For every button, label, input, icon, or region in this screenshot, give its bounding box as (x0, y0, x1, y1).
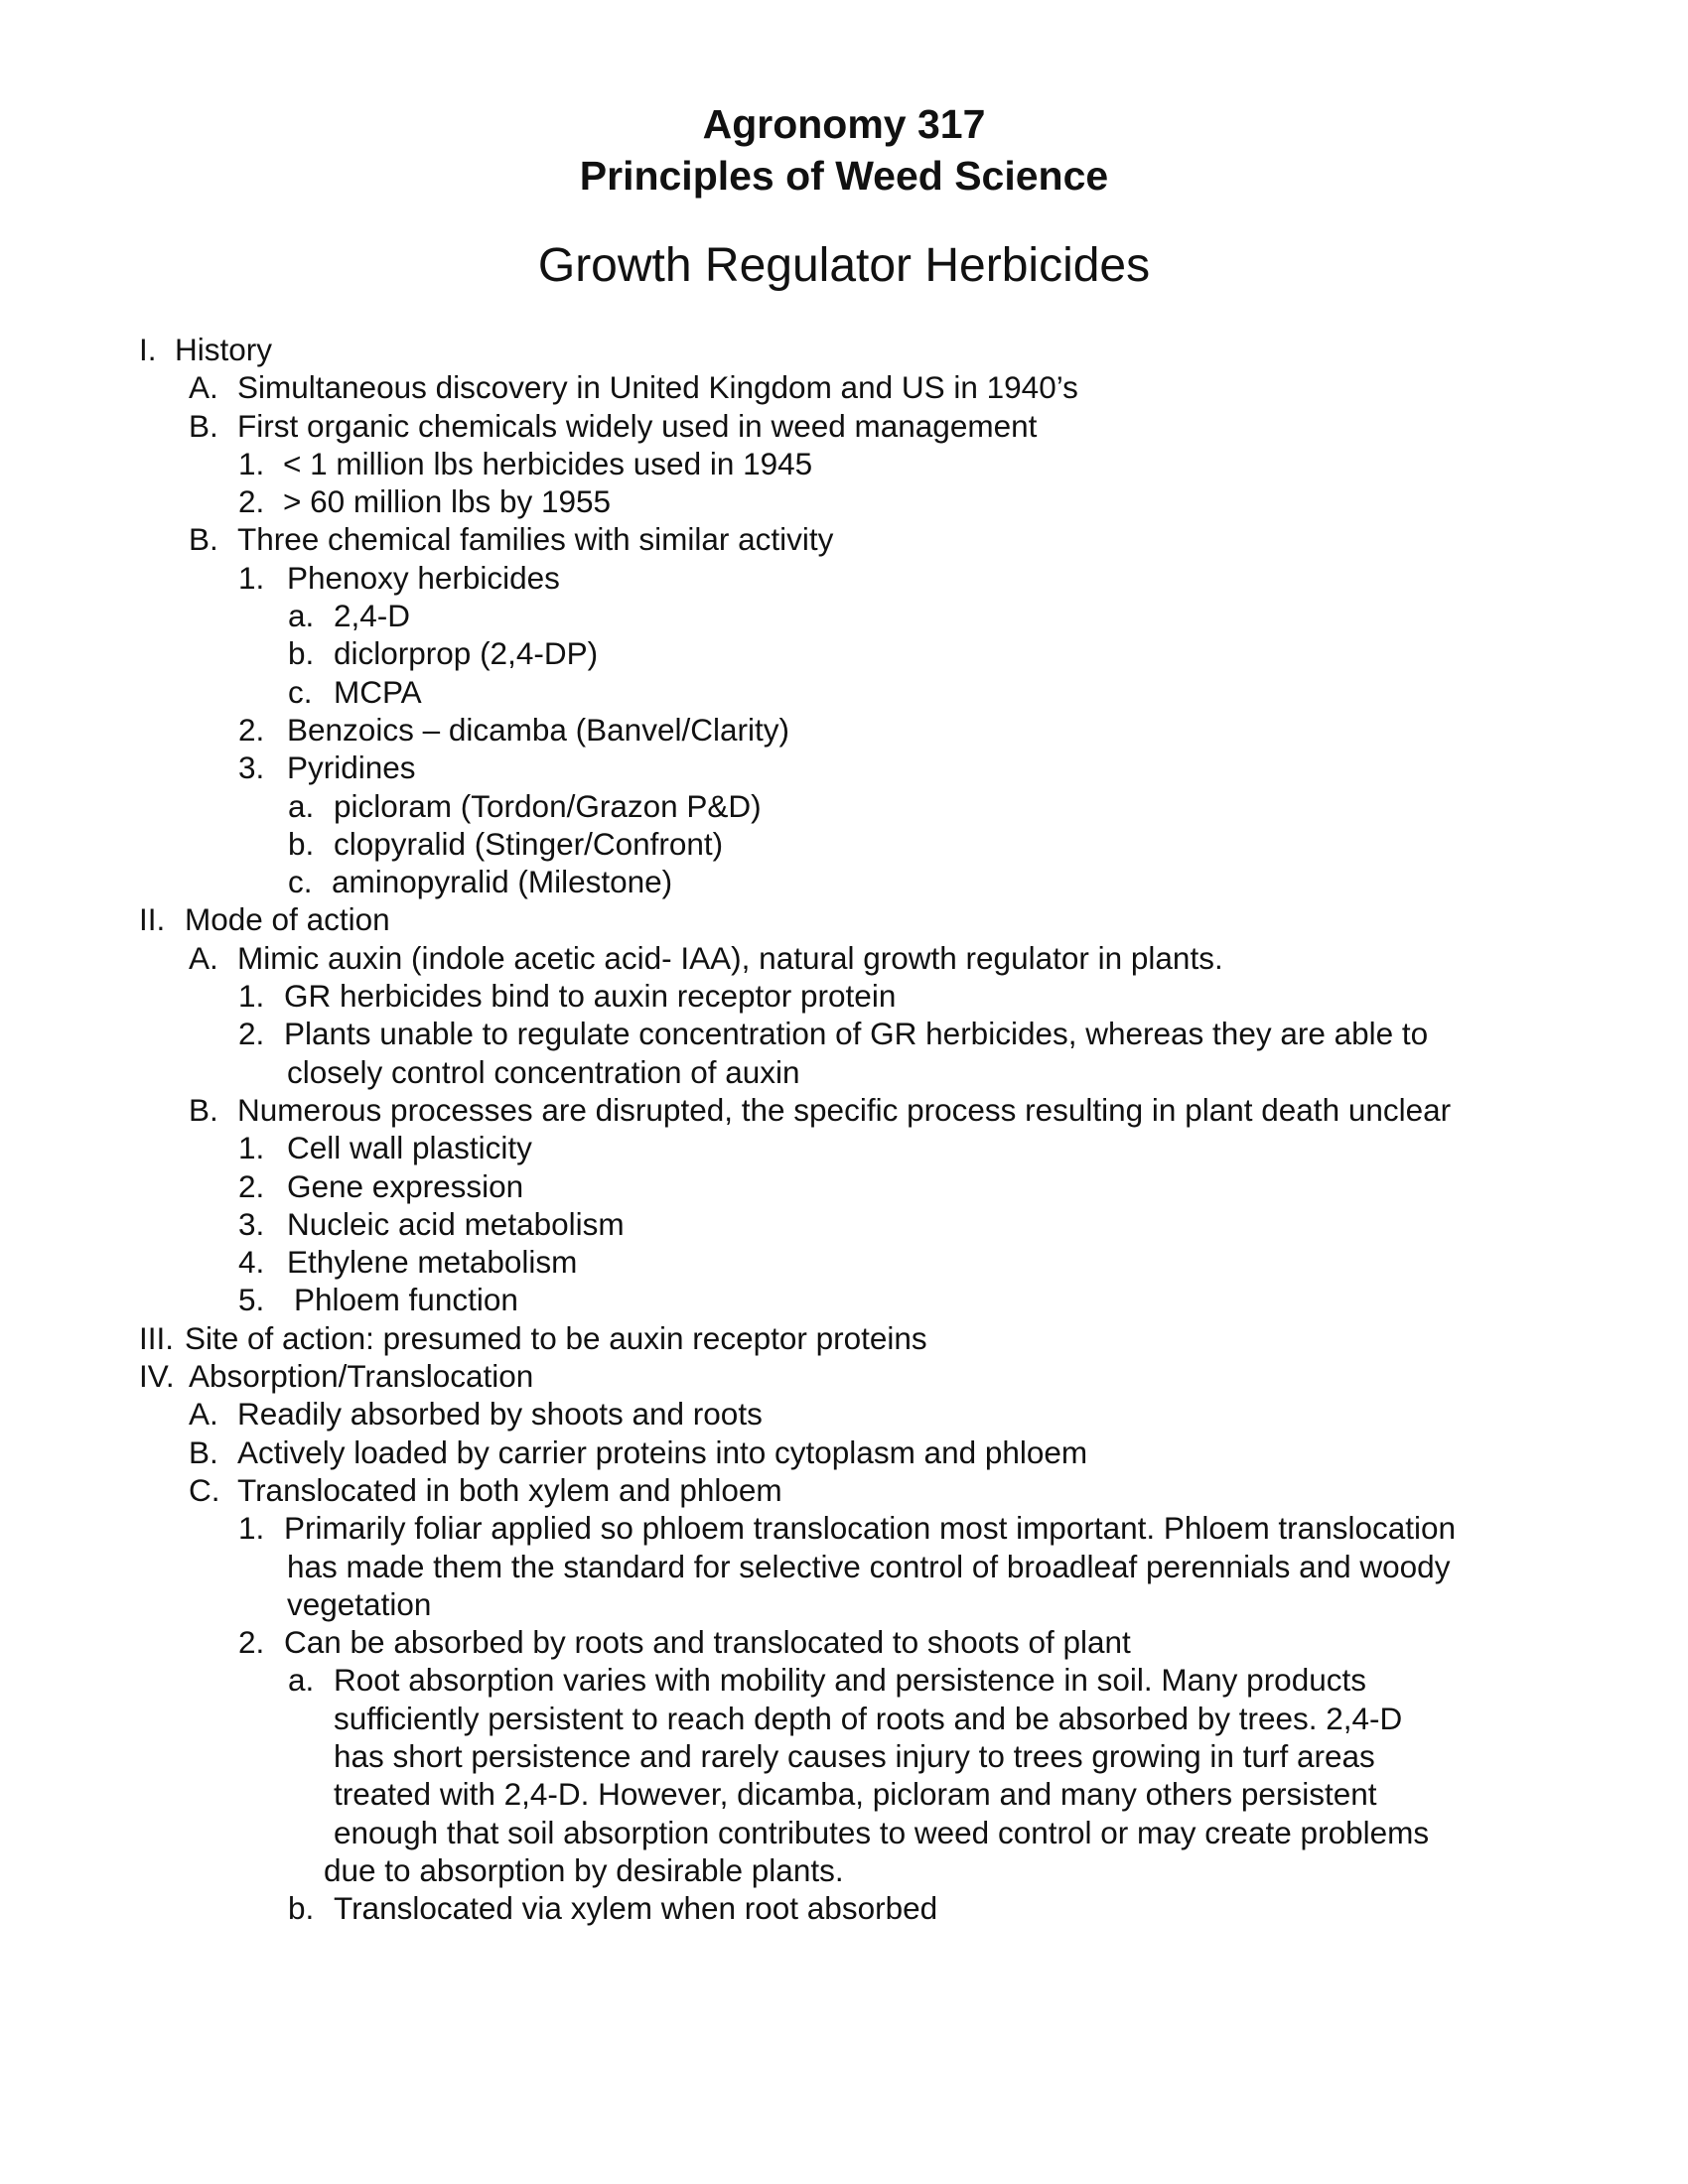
outline-line (0, 900, 1688, 938)
outline-marker: c. (288, 864, 313, 900)
outline-text: Absorption/Translocation (189, 1358, 534, 1395)
outline-line (0, 1661, 1688, 1699)
outline-text: Ethylene metabolism (287, 1244, 578, 1281)
outline-line (0, 559, 1688, 597)
outline-text: Phloem function (294, 1282, 518, 1318)
outline-line (0, 1319, 1688, 1357)
outline-line (0, 749, 1688, 786)
outline-marker: 3. (238, 750, 265, 786)
outline-line (0, 1509, 1688, 1547)
outline-line (0, 787, 1688, 825)
outline-line (0, 1015, 1688, 1052)
outline-marker: b. (288, 1890, 315, 1927)
outline-text: 2,4-D (334, 598, 411, 634)
outline-line (0, 634, 1688, 672)
outline-text: Mode of action (185, 901, 390, 938)
outline-text: Actively loaded by carrier proteins into cytoplasm and phloem (237, 1433, 1088, 1470)
outline-marker: C. (189, 1471, 220, 1508)
outline-marker: III. (139, 1319, 175, 1356)
outline-line (0, 1775, 1688, 1813)
outline-marker: 1. (238, 445, 265, 481)
outline-line (0, 1091, 1688, 1129)
outline-text: treated with 2,4-D. However, dicamba, picloram and many others persistent (334, 1776, 1377, 1813)
outline-marker: B. (189, 407, 218, 444)
outline-text: Site of action: presumed to be auxin receptor proteins (185, 1319, 927, 1356)
outline-marker: A. (189, 1396, 218, 1433)
outline-marker: 1. (238, 978, 265, 1015)
outline-marker: b. (288, 825, 315, 862)
outline-marker: 1. (238, 1510, 265, 1547)
outline-text: < 1 million lbs herbicides used in 1945 (283, 445, 813, 481)
course-title: Agronomy 317 (702, 101, 986, 147)
outline-line (0, 1814, 1688, 1851)
outline-marker: B. (189, 1433, 218, 1470)
outline-text: Translocated in both xylem and phloem (237, 1471, 782, 1508)
outline-text: vegetation (287, 1585, 432, 1622)
outline-marker: b. (288, 635, 315, 672)
outline-line (0, 673, 1688, 711)
outline-line (0, 1471, 1688, 1509)
outline-marker: I. (139, 332, 157, 367)
outline-line (0, 1889, 1688, 1927)
outline-text: Pyridines (287, 750, 416, 786)
outline-line (0, 1243, 1688, 1281)
outline (0, 331, 1688, 1927)
outline-line (0, 1623, 1688, 1661)
outline-text: Root absorption varies with mobility and persistence in soil. Many products (334, 1662, 1366, 1699)
outline-marker: c. (288, 673, 313, 710)
outline-text: Mimic auxin (indole acetic acid- IAA), natural growth regulator in plants. (237, 939, 1223, 976)
outline-line (0, 520, 1688, 558)
outline-marker: 1. (238, 559, 265, 596)
outline-text: Readily absorbed by shoots and roots (237, 1396, 763, 1433)
outline-marker: 2. (238, 711, 265, 748)
outline-marker: a. (288, 598, 315, 634)
outline-line (0, 1433, 1688, 1471)
outline-marker: 2. (238, 1624, 265, 1661)
outline-text: Simultaneous discovery in United Kingdom and US in 1940’s (237, 369, 1078, 406)
outline-line (0, 407, 1688, 445)
outline-line (0, 1548, 1688, 1585)
outline-marker: A. (189, 939, 218, 976)
outline-marker: B. (189, 1091, 218, 1128)
outline-marker: 2. (238, 1167, 265, 1204)
outline-line (0, 711, 1688, 749)
outline-text: aminopyralid (Milestone) (332, 864, 673, 900)
outline-line (0, 1851, 1688, 1889)
outline-marker: 1. (238, 1130, 265, 1166)
outline-text: Cell wall plasticity (287, 1130, 532, 1166)
outline-line (0, 445, 1688, 482)
outline-text: MCPA (334, 673, 422, 710)
outline-marker: IV. (139, 1358, 175, 1395)
outline-line (0, 1737, 1688, 1775)
outline-line (0, 368, 1688, 406)
outline-marker: 2. (238, 1016, 265, 1052)
outline-marker: a. (288, 1662, 315, 1699)
outline-marker: B. (189, 521, 218, 558)
outline-text: Three chemical families with similar activity (237, 521, 834, 558)
outline-marker: II. (139, 901, 166, 938)
outline-line (0, 1700, 1688, 1737)
outline-line (0, 1585, 1688, 1623)
outline-text: Plants unable to regulate concentration of GR herbicides, whereas they are able to (284, 1016, 1429, 1052)
outline-line (0, 331, 1688, 368)
outline-text: Translocated via xylem when root absorbed (334, 1890, 938, 1927)
outline-line (0, 1167, 1688, 1205)
outline-text: History (175, 332, 273, 367)
outline-text: Gene expression (287, 1167, 524, 1204)
outline-text: Numerous processes are disrupted, the specific process resulting in plant death unclear (237, 1091, 1452, 1128)
outline-line (0, 1129, 1688, 1166)
outline-text: closely control concentration of auxin (287, 1053, 800, 1090)
outline-marker: 4. (238, 1244, 265, 1281)
outline-marker: 2. (238, 483, 265, 520)
document-title: Growth Regulator Herbicides (537, 239, 1151, 292)
outline-marker: a. (288, 787, 315, 824)
outline-text: GR herbicides bind to auxin receptor protein (284, 978, 897, 1015)
outline-line (0, 977, 1688, 1015)
course-subtitle: Principles of Weed Science (579, 153, 1109, 199)
outline-line (0, 1281, 1688, 1318)
outline-line (0, 597, 1688, 634)
outline-line (0, 863, 1688, 900)
outline-text: Benzoics – dicamba (Banvel/Clarity) (287, 711, 789, 748)
outline-text: has short persistence and rarely causes injury to trees growing in turf areas (334, 1737, 1375, 1774)
outline-text: > 60 million lbs by 1955 (283, 483, 612, 520)
outline-line (0, 825, 1688, 863)
outline-line (0, 1053, 1688, 1091)
outline-text: Phenoxy herbicides (287, 559, 560, 596)
outline-line (0, 1357, 1688, 1395)
outline-text: enough that soil absorption contributes to weed control or may create problems (334, 1814, 1430, 1850)
outline-line (0, 1205, 1688, 1243)
outline-line (0, 482, 1688, 520)
outline-text: diclorprop (2,4-DP) (334, 635, 599, 672)
outline-text: sufficiently persistent to reach depth of roots and be absorbed by trees. 2,4-D (334, 1700, 1403, 1736)
outline-text: First organic chemicals widely used in weed management (237, 407, 1038, 444)
outline-text: picloram (Tordon/Grazon P&D) (334, 787, 762, 824)
outline-line (0, 939, 1688, 977)
outline-marker: 5. (238, 1282, 265, 1318)
outline-text: clopyralid (Stinger/Confront) (334, 825, 724, 862)
outline-text: has made them the standard for selective control of broadleaf perennials and woody (287, 1548, 1451, 1584)
outline-line (0, 1395, 1688, 1433)
outline-marker: 3. (238, 1205, 265, 1242)
outline-text: Primarily foliar applied so phloem translocation most important. Phloem translocation (284, 1510, 1457, 1547)
outline-text: Nucleic acid metabolism (287, 1205, 625, 1242)
outline-text: due to absorption by desirable plants. (324, 1851, 844, 1888)
outline-text: Can be absorbed by roots and translocated to shoots of plant (284, 1624, 1131, 1661)
outline-marker: A. (189, 369, 218, 406)
